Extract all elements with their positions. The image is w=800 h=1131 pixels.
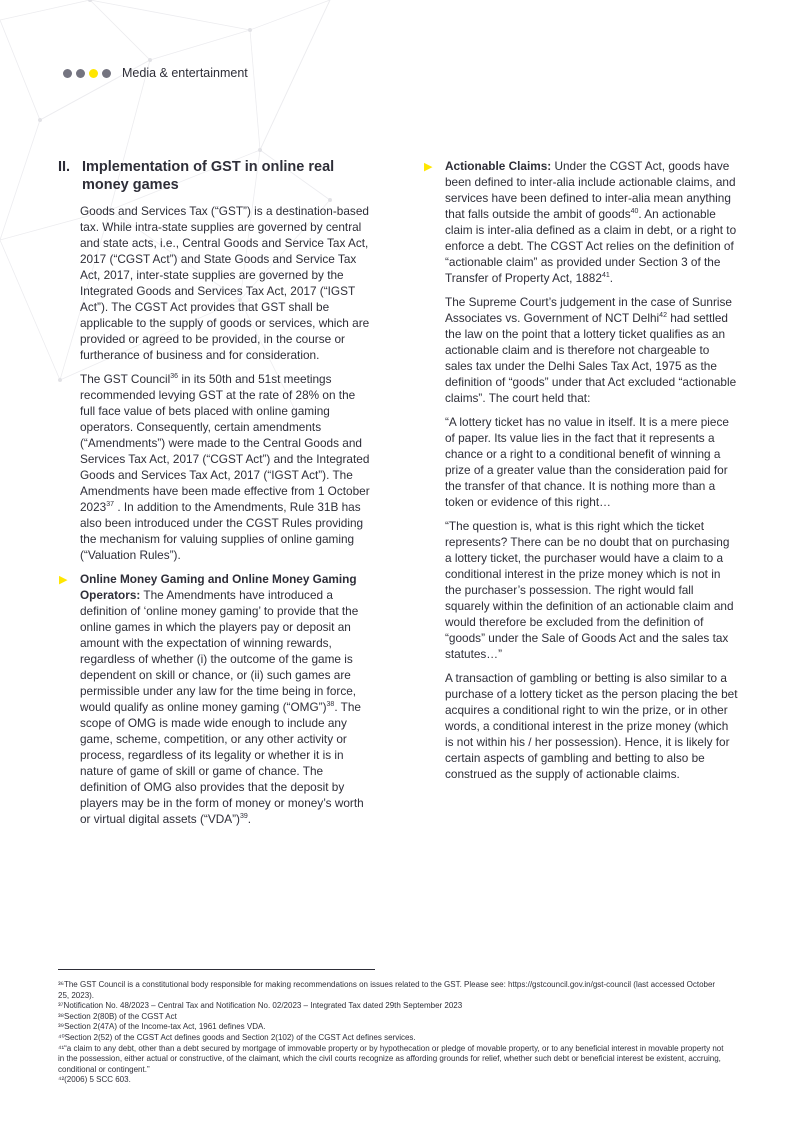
footnote-38: ³⁸Section 2(80B) of the CGST Act	[58, 1011, 177, 1021]
footnote-divider	[58, 969, 375, 970]
footnote-ref-38: 38	[326, 701, 335, 709]
bullet-arrow-icon: ▶	[59, 574, 68, 586]
footnote-42: ⁴²(2006) 5 SCC 603.	[58, 1075, 131, 1085]
footnote-ref-36: 36	[170, 373, 179, 381]
header-dot-4	[102, 69, 111, 78]
footnote-37: ³⁷Notification No. 48/2023 – Central Tax and Notification No. 02/2023 – Integrated Tax dated 29th September 2023	[58, 1001, 463, 1011]
footnote-ref-42: 42	[659, 312, 667, 320]
page-header	[63, 66, 248, 80]
quote-paragraph-2: “The question is, what is this right which the ticket represents? There can be no doubt that on purchasing a lottery ticket, the purchaser would have a claim to a conditional interest in the prize money which is not in the purchaser’s possession. The right would fall squarely within the definition of an actionable claim and would therefore be excluded from the definition of “goods” under the Sale of Goods Act and the sales tax statutes…”	[445, 519, 734, 661]
footnote-39: ³⁹Section 2(47A) of the Income-tax Act, 1961 defines VDA.	[58, 1022, 266, 1032]
bullet-title: Online Money Gaming and Online Money Gaming Operators:	[80, 572, 357, 602]
left-column	[58, 158, 370, 835]
footnote-40: ⁴⁰Section 2(52) of the CGST Act defines goods and Section 2(102) of the CGST Act defines services.	[58, 1032, 416, 1042]
header-dot-1	[63, 69, 72, 78]
footnote-ref-39: 39	[239, 813, 248, 821]
section-number: II.	[58, 159, 71, 175]
footnote-ref-41: 41	[601, 272, 610, 280]
footnote-41: ⁴¹“a claim to any debt, other than a debt secured by mortgage of immovable property or by hypothecation or pledge of movable property, or to any beneficial interest in movable property not in the possession, either actual or constructive, of the claimant, which the civil courts recognize as affording grounds for relief, whether such debt or beneficial interest be existent, accruing, conditional or contingent.”	[58, 1043, 724, 1074]
footnote-ref-40: 40	[630, 208, 639, 216]
right-column	[423, 158, 739, 790]
header-dot-2	[76, 69, 85, 78]
bullet-arrow-icon: ▶	[424, 161, 433, 173]
section-title: Implementation of GST in online real money games	[82, 159, 335, 193]
footnote-36: ³⁶The GST Council is a constitutional body responsible for making recommendations on issues related to the GST. Please see: https://gstcouncil.gov.in/gst-council (last accessed October 25, 2023).	[58, 980, 716, 1000]
gst-intro-paragraph: Goods and Services Tax (“GST”) is a destination-based tax. While intra-state supplies are governed by central and state acts, i.e., Central Goods and Service Tax Act, 2017 (“CGST Act”) and State Goods and Service Tax Act, 2017, inter-state supplies are governed by the Integrated Goods and Services Tax Act, 2017 (“IGST Act”). The CGST Act provides that GST shall be applicable to the supply of goods or services, which are provided or agreed to be provided, in the course or furtherance of business and for consideration.	[80, 204, 370, 362]
quote-paragraph-1: “A lottery ticket has no value in itself. It is a mere piece of paper. Its value lies in the fact that it represents a chance or a right to a conditional benefit of winning a prize of a greater value than the consideration paid for the transfer of that chance. It is nothing more than a token or evidence of this right…	[445, 415, 729, 509]
gst-council-paragraph: The GST Council$^{36}$ in its 50th and 51st meetings recommended levying GST at the rate of 28% on the full face value of bets placed with online gaming operators. Consequently, certain amendments (“Amendments”) were made to the Central Goods and Services Tax Act, 2017 (“CGST Act”) and the Integrated Goods and Services Tax Act, 2017 (“IGST Act”). The Amendments have been made effective from 1 October 2023$^{37}$ . In addition to the Amendments, Rule 31B has also been introduced under the CGST Rules providing the mechanism for valuing supplies of online gaming (“Valuation Rules”).	[80, 372, 370, 562]
omg-bullet: ▶ Online Money Gaming and Online Money Gaming Operators: The Amendments have introduced a definition of ‘online money gaming’ to provide that the online games in which the players pay or deposit an amount with the expectation of winning rewards, regardless of whether (i) the outcome of the game is dependent on skill or chance, or (ii) such games are permissible under any law for the time being in force, would qualify as online money gaming (“OMG”)$^{38}$. The scope of OMG is made wide enough to include any game, scheme, competition, or any other activity or process, regardless of its legality or whether it is in nature of game of skill or game of chance. The definition of OMG also provides that the deposit by players may be in the form of money or money’s worth or virtual digital assets (“VDA”)$^{39}$.	[59, 572, 364, 826]
actionable-claims-bullet: ▶ Actionable Claims: Under the CGST Act, goods have been defined to inter-alia include actionable claims, and services have been defined to inter-alia mean anything that falls outside the ambit of goods$^{40}$. An actionable claim is inter-alia defined as a claim in debt, or a right to enforce a debt. The CGST Act relies on the definition of “actionable claim” as provided under Section 3 of the Transfer of Property Act, 1882$^{41}$.	[424, 159, 737, 285]
header-dot-3	[89, 69, 98, 78]
bullet-title: Actionable Claims:	[445, 159, 552, 173]
footnotes	[58, 980, 728, 1086]
sunrise-paragraph: The Supreme Court’s judgement in the case of Sunrise Associates vs. Government of NCT Delhi$^{42}$ had settled the law on the point that a lottery ticket qualifies as an actionable claim and is therefore not chargeable to sales tax under the Delhi Sales Tax Act, 1975 as the definition of “goods” under that Act excluded “actionable claims”. The court held that:	[445, 295, 737, 405]
section-heading	[58, 158, 370, 194]
gambling-paragraph: A transaction of gambling or betting is also similar to a purchase of a lottery ticket as the person placing the bet acquires a conditional right to win the prize, or in other words, a conditional interest in the prize money (which is not within his / her possession). Hence, it is likely for certain aspects of gambling and betting to also be construed as the supply of actionable claims.	[445, 671, 738, 781]
section-label: Media & entertainment	[122, 66, 248, 80]
footnote-ref-37: 37	[106, 501, 115, 509]
